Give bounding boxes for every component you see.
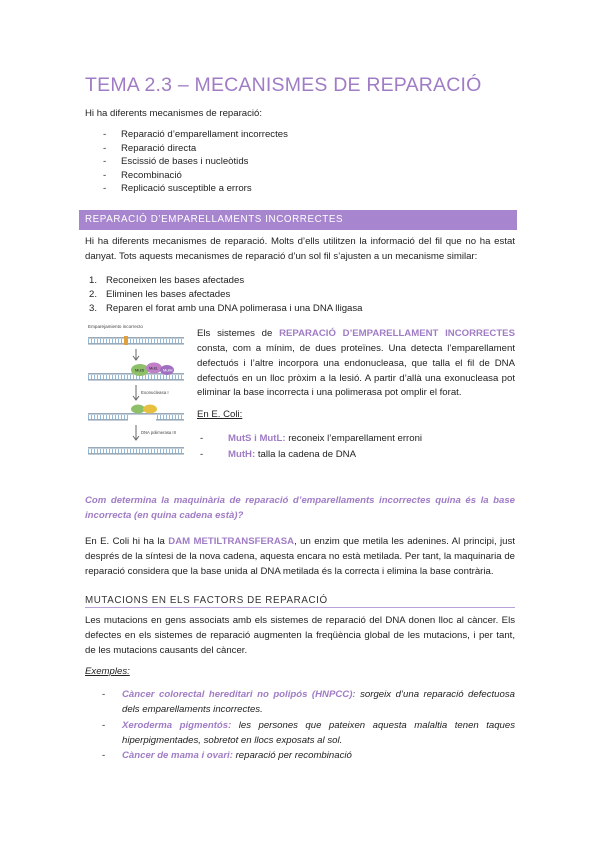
mismatch-system-paragraph: Els sistemes de REPARACIÓ D’EMPARELLAMENT INCORRECTES consta, com a mínim, de dues proteïnes. Una detecta l’emparellament defectuós i l’altre incorpora una endonucleasa, que talla el fil de DNA defectuós en un lloc pròxim a la lesió. A partir d’allà una exonucleasa pot eliminar la base incorrecta i una polimerasa pot omplir el forat.	[197, 328, 515, 399]
list-item: 2. Eliminen les bases afectades	[89, 289, 231, 300]
list-item: - Càncer colorectal hereditari no polipós (HNPCC): sorgeix d’una reparació defectuosa dels emparellaments incorrectes.	[102, 688, 515, 718]
intro-text: Hi ha diferents mecanismes de reparació:	[85, 108, 263, 119]
list-item: - Recombinació	[103, 169, 288, 183]
question-text: Com determina la maquinària de reparació d’emparellaments incorrectes quina és la base incorrecta (en quina cadena està)?	[85, 495, 515, 521]
mismatch-repair-highlight: REPARACIÓ D’EMPARELLAMENT INCORRECTES	[279, 328, 515, 339]
list-item: 3. Reparen el forat amb una DNA polimerasa i una DNA lligasa	[89, 303, 363, 314]
ecoli-heading: En E. Coli:	[197, 409, 243, 420]
examples-heading: Exemples:	[85, 666, 130, 677]
list-item: - MutS i MutL: reconeix l’emparellament erroni	[200, 432, 422, 448]
list-item: - MutH: talla la cadena de DNA	[200, 448, 422, 464]
dam-highlight: DAM METILTRANSFERASA	[168, 536, 295, 547]
mechanisms-list	[103, 128, 288, 196]
ecoli-list	[200, 432, 422, 464]
list-item: - Xeroderma pigmentós: les persones que pateixen aquesta malaltia tenen taques hiperpigmentades, sobretot en llocs exposats al sol.	[102, 719, 515, 749]
polymerase-label: DNA polimerasa III	[141, 430, 176, 435]
list-item: - Reparació d’emparellament incorrectes	[103, 128, 288, 142]
mutl-label: MutL	[149, 365, 158, 371]
dam-paragraph: En E. Coli hi ha la DAM METILTRANSFERASA, un enzim que metila les adenines. Al principi, just després de la síntesi de la nova cadena, aquesta encara no està metilada. Per tant, la maquinaria de reparació considera que la base unida al DNA metilada és la correcta i elimina la base contrària.	[85, 536, 515, 577]
list-item: - Reparació directa	[103, 142, 288, 156]
list-item: - Replicació susceptible a errors	[103, 182, 288, 196]
examples-list	[102, 688, 515, 765]
section1-paragraph: Hi ha diferents mecanismes de reparació. Molts d’ells utilitzen la informació del fil que no ha estat danyat. Tots aquests mecanismes de reparació d’un sol fil s’ajusten a un mecanisme similar:	[85, 236, 515, 262]
diagram-label-top: Emparejamiento incorrecto	[88, 324, 143, 329]
exonuclease-label: Exonucleasa I	[141, 390, 169, 395]
steps-list	[85, 274, 363, 316]
section-divider	[85, 607, 515, 608]
page-title: TEMA 2.3 – MECANISMES DE REPARACIÓ	[85, 74, 482, 96]
list-item: 1. Reconeixen les bases afectades	[89, 275, 245, 286]
section2-paragraph: Les mutacions en gens associats amb els sistemes de reparació del DNA donen lloc al càncer. Els defectes en els sistemes de reparació augmenten la freqüència global de les mutacions, i per tant, de les mutacions causants del càncer.	[85, 615, 515, 656]
section-heading-mismatch-repair: REPARACIÓ D’EMPARELLAMENTS INCORRECTES	[79, 210, 517, 230]
mismatch-repair-diagram	[84, 323, 188, 459]
list-item: - Càncer de mama i ovari: reparació per recombinació	[102, 749, 515, 764]
list-item: - Escissió de bases i nucleòtids	[103, 155, 288, 169]
muth-label: MutH	[163, 367, 173, 373]
muts-label: MutS	[135, 367, 145, 373]
section-heading-repair-factors: MUTACIONS EN ELS FACTORS DE REPARACIÓ	[85, 595, 328, 606]
